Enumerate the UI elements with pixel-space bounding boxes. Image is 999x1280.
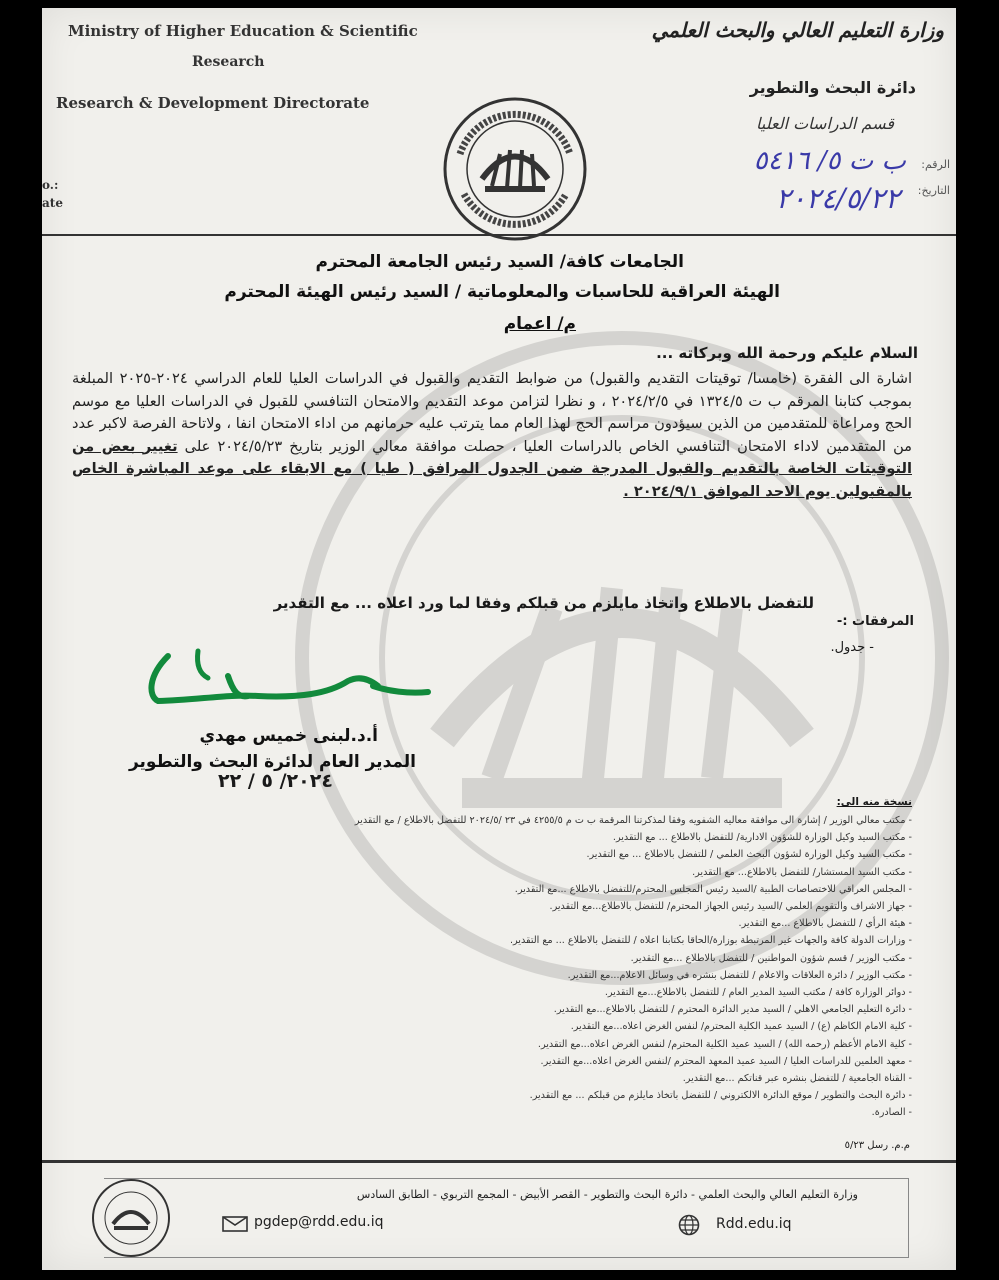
paragraph-underlined: تغيير بعض من التوقيتات الخاصة بالتقديم والقبول المدرجة ضمن الجدول المرافق ( طيا ) مع الابقاء على موعد المباشرة الخاص بالمقبولين يوم الاحد الموافق ٢٠٢٤/٩/١ . [72,437,912,500]
ministry-seal [440,94,590,244]
subject-line: م/ اعمام [503,314,576,334]
address-line-1: الجامعات كافة/ السيد رئيس الجامعة المحترم [315,252,684,272]
handwritten-number: ب ت ٥/ ٥٤١٦ [753,146,906,176]
signatory-name: أ.د.لبنى خميس مهدي [199,726,378,746]
cc-item: - وزارات الدولة كافة والجهات غير المرتبطة بوزارة/الحاقا بكتابنا اعلاه / للتفضل بالاطلاع ... مع التقدير. [509,935,912,947]
footer-divider [42,1160,956,1163]
signatory-title: المدير العام لدائرة البحث والتطوير [128,752,416,772]
cc-item: - هيئة الرأي / للتفضل بالاطلاع ...مع التقدير. [738,918,912,930]
header-date-label: التاريخ: [917,184,950,197]
header-ministry-en-line1: Ministry of Higher Education & Scientific [68,22,418,40]
cc-item: - مكتب الوزير / دائرة العلاقات والاعلام / للتفضل بنشره في وسائل الاعلام...مع التقدير. [567,969,912,981]
attachments-label: المرفقات :- [836,614,914,629]
header-directorate-ar: دائرة البحث والتطوير [749,78,916,97]
cc-item: - جهاز الاشراف والتقويم العلمي /السيد رئيس الجهاز المحترم/ للتفضل بالاطلاع...مع التقدير. [549,901,912,913]
cc-item: - مكتب السيد وكيل الوزارة للشؤون الادارية/ للتفضل بالاطلاع ... مع التقدير. [612,832,912,844]
greeting: السلام عليكم ورحمة الله وبركاته ... [656,344,918,362]
header-divider [42,234,956,236]
drafter-initials: م.م. رسل ٥/٢٣ [844,1140,910,1151]
cc-item: - معهد العلمين للدراسات العليا / السيد عميد المعهد المحترم /لنفس الغرض اعلاه...مع التقدير. [540,1055,912,1067]
header-department-ar: قسم الدراسات العليا [755,114,894,133]
cc-item: - مكتب معالي الوزير / إشارة الى موافقة معاليه الشفويه وفقا لمذكرتنا المرقمة ب ت م ٤٢٥٥/٥ في ٢٣ /٢٠٢٤/٥ للتفضل بالاطلاع / مع التقدير [354,815,912,826]
cc-item: - مكتب الوزير / قسم شؤون المواطنين / للتفضل بالاطلاع ...مع التقدير. [630,952,912,964]
header-number-label: الرقم: [921,158,950,171]
signature-date: ٢٠٢٤/ ٥ / ٢٢ [218,770,333,792]
cc-item: - مكتب السيد وكيل الوزارة لشؤون البحث العلمي / للتفضل بالاطلاع ... مع التقدير. [586,849,912,861]
cc-list [132,812,912,1122]
cc-item: - القناة الجامعية / للتفضل بنشره عبر قناتكم ...مع التقدير. [682,1073,912,1085]
address-line-2: الهيئة العراقية للحاسبات والمعلوماتية / السيد رئيس الهيئة المحترم [224,282,780,302]
document-page [42,8,956,1270]
cc-item: - مكتب السيد المستشار/ للتفضل بالاطلاع... مع التقدير. [692,866,912,878]
cc-item: - الصادرة. [871,1107,912,1119]
paragraph-plain: اشارة الى الفقرة (خامسا/ توقيتات التقديم والقبول) من ضوابط التقديم والقبول في الدراسات العليا للعام الدراسي ٢٠٢٤-٢٠٢٥ المبلغة بموجب كتابنا المرقم ب ت ١٣٢٤/٥ في ٢٠٢٤/٢/٥ ، و نظرا لتزامن موعد التقديم والامتحان التنافسي للقبول في الدراسات العليا مع موسم الحج ومراعاة للمتقدمين من الذين سيؤدون مراسم الحج لهذا العام مما يترتب عليه حرمانهم من اداء الامتحان انفا ، ولاتاحة الفرصة لاكبر عدد من المتقدمين لاداء الامتحان التنافسي الخاص بالدراسات العليا ، حصلت موافقة معالي الوزير بتاريخ ٢٠٢٤/٥/٢٣ على [72,370,912,455]
footer-email[interactable]: pgdep@rdd.edu.iq [254,1214,384,1230]
cc-item: - دوائر الوزارة كافة / مكتب السيد المدير العام / للتفضل بالاطلاع...مع التقدير. [604,987,912,999]
header-no-label-en: o.: [42,178,59,192]
cc-item: - كلية الامام الأعظم (رحمه الله) / السيد عميد الكلية المحترم/ لنفس الغرض اعلاه...مع التقدير. [537,1038,912,1050]
cc-item: - المجلس العراقي للاختصاصات الطبية /السيد رئيس المجلس المحترم/للتفضل بالاطلاع ...مع التقدير. [514,883,912,895]
closing-line: للتفضل بالاطلاع واتخاذ مايلزم من قبلكم وفقا لما ورد اعلاه ... مع التقدير [273,594,814,612]
handwritten-signature [138,636,438,726]
cc-heading: نسخة منه الى: [836,796,912,808]
footer-website[interactable]: Rdd.edu.iq [716,1216,792,1232]
cc-item: - كلية الامام الكاظم (ع) / السيد عميد الكلية المحترم/ لنفس الغرض اعلاه...مع التقدير. [570,1021,912,1033]
cc-item: - دائرة التعليم الجامعي الاهلي / السيد مدير الدائرة المحترم / للتفضل بالاطلاع...مع التقدير. [553,1004,912,1016]
footer-address: وزارة التعليم العالي والبحث العلمي - دائرة البحث والتطوير - القصر الأبيض - المجمع التربوي - الطابق السادس [356,1188,858,1201]
globe-icon [678,1214,700,1236]
header-ministry-en-line2: Research [192,54,265,70]
header-ministry-ar: وزارة التعليم العالي والبحث العلمي [651,18,944,42]
header-directorate-en: Research & Development Directorate [56,94,370,112]
header-date-label-en: ate [42,196,63,210]
email-icon [222,1216,248,1232]
main-paragraph [72,368,912,503]
handwritten-date: ٢٠٢٤/٥/٢٢ [775,182,900,215]
attachment-item: - جدول. [830,640,874,655]
cc-item: - دائرة البحث والتطوير / موقع الدائرة الالكتروني / للتفضل باتخاذ مايلزم من قبلكم ... مع التقدير. [529,1090,912,1102]
